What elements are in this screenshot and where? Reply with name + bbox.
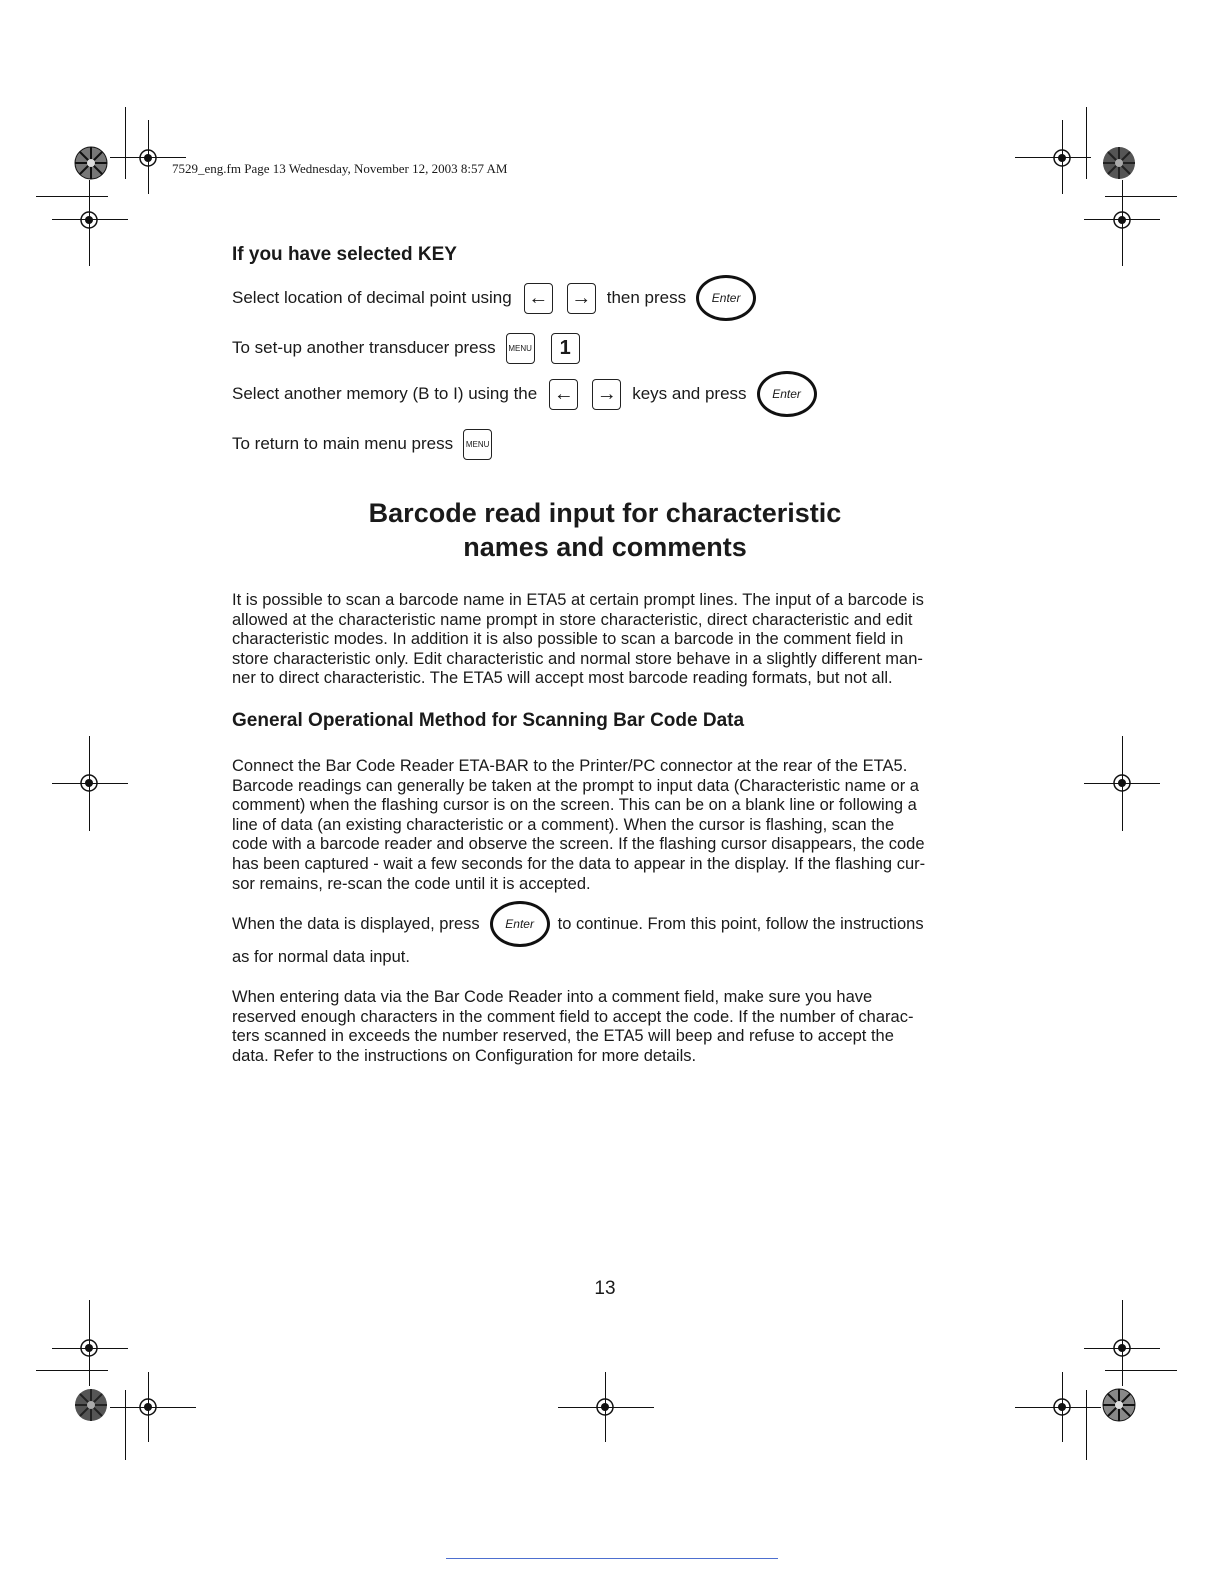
paragraph-line: as for normal data input.	[232, 948, 410, 966]
paragraph-line: Barcode readings can generally be taken at the prompt to input data (Characteristic name or a	[232, 776, 919, 795]
bottom-rule	[446, 1558, 778, 1559]
enter-key-icon: Enter	[696, 275, 756, 321]
registration-target-icon	[1110, 208, 1134, 232]
connect-paragraph	[232, 757, 992, 894]
menu-key-icon: MENU	[506, 333, 535, 364]
instruction-text: keys and press	[632, 384, 747, 403]
section-title-line: names and comments	[463, 532, 747, 562]
registration-target-icon	[1110, 771, 1134, 795]
registration-target-icon	[593, 1395, 617, 1419]
section-title	[0, 496, 1210, 564]
crop-mark	[36, 1370, 108, 1371]
paragraph-line: comment) when the flashing cursor is on the screen. This can be on a blank line or following a	[232, 796, 917, 815]
crop-mark	[1086, 1390, 1087, 1460]
starburst-mark-icon	[74, 146, 108, 180]
page-number: 13	[594, 1278, 616, 1299]
enter-key-icon: Enter	[490, 901, 550, 947]
paragraph-line: ters scanned in exceeds the number reserved, the ETA5 will beep and refuse to accept the	[232, 1027, 894, 1046]
crop-mark	[36, 196, 108, 197]
paragraph-line: code with a barcode reader and observe the screen. If the flashing cursor disappears, the code	[232, 835, 925, 854]
instruction-setup-transducer	[232, 331, 586, 365]
paragraph-line: allowed at the characteristic name prompt in store characteristic, direct characteristic and edit	[232, 610, 913, 629]
right-arrow-key-icon: →	[592, 379, 621, 410]
instruction-text: Select location of decimal point using	[232, 288, 512, 307]
paragraph-line: store characteristic only. Edit characteristic and normal store behave in a slightly different man-	[232, 649, 923, 668]
paragraph-line: characteristic modes. In addition it is also possible to scan a barcode in the comment field in	[232, 630, 904, 649]
section-title-line: Barcode read input for characteristic	[368, 498, 842, 528]
instruction-decimal-point	[232, 281, 762, 315]
left-arrow-key-icon: ←	[524, 283, 553, 314]
paragraph-line: line of data (an existing characteristic or a comment). When the cursor is flashing, scan the	[232, 815, 895, 834]
registration-target-icon	[1110, 1336, 1134, 1360]
registration-target-icon	[77, 208, 101, 232]
final-paragraph	[232, 988, 992, 1066]
enter-key-icon: Enter	[757, 371, 817, 417]
section-heading-key: If you have selected KEY	[232, 244, 457, 265]
intro-paragraph	[232, 591, 992, 689]
right-arrow-key-icon: →	[567, 283, 596, 314]
registration-target-icon	[77, 1336, 101, 1360]
crop-mark	[125, 107, 126, 179]
section-heading-general: General Operational Method for Scanning Bar Code Data	[232, 710, 745, 731]
crop-mark	[125, 1390, 126, 1460]
instruction-text: To return to main menu press	[232, 434, 454, 453]
paragraph-line: When entering data via the Bar Code Reader into a comment field, make sure you have	[232, 988, 873, 1006]
instruction-text: Select another memory (B to I) using the	[232, 384, 538, 403]
file-header: 7529_eng.fm Page 13 Wednesday, November 12, 2003 8:57 AM	[172, 161, 508, 176]
crop-mark	[1105, 196, 1177, 197]
registration-target-icon	[77, 771, 101, 795]
starburst-mark-icon	[1102, 146, 1136, 180]
registration-target-icon	[1050, 146, 1074, 170]
instruction-select-memory	[232, 377, 823, 411]
registration-target-icon	[1050, 1395, 1074, 1419]
starburst-mark-icon	[74, 1388, 108, 1422]
starburst-mark-icon	[1102, 1388, 1136, 1422]
registration-target-icon	[136, 146, 160, 170]
paragraph-line: sor remains, re-scan the code until it is accepted.	[232, 874, 591, 893]
left-arrow-key-icon: ←	[549, 379, 578, 410]
paragraph-line: data. Refer to the instructions on Configuration for more details.	[232, 1046, 697, 1065]
instruction-when-displayed	[232, 900, 924, 948]
paragraph-line: has been captured - wait a few seconds for the data to appear in the display. If the flashing cur-	[232, 854, 926, 873]
instruction-return-menu	[232, 427, 498, 461]
crop-mark	[1086, 107, 1087, 179]
instruction-text: To set-up another transducer press	[232, 338, 496, 357]
registration-target-icon	[136, 1395, 160, 1419]
number-one-key-icon: 1	[551, 333, 580, 364]
instruction-text: then press	[606, 288, 687, 307]
paragraph-line: reserved enough characters in the comment field to accept the code. If the number of charac-	[232, 1007, 914, 1026]
crop-mark	[1105, 1370, 1177, 1371]
menu-key-icon: MENU	[463, 429, 492, 460]
instruction-text: When the data is displayed, press	[232, 914, 480, 933]
paragraph-line: ner to direct characteristic. The ETA5 will accept most barcode reading formats, but not all.	[232, 669, 893, 688]
instruction-text: to continue. From this point, follow the instructions	[557, 914, 924, 933]
paragraph-line: Connect the Bar Code Reader ETA-BAR to the Printer/PC connector at the rear of the ETA5.	[232, 757, 908, 775]
paragraph-line: It is possible to scan a barcode name in ETA5 at certain prompt lines. The input of a barcode is	[232, 591, 924, 609]
